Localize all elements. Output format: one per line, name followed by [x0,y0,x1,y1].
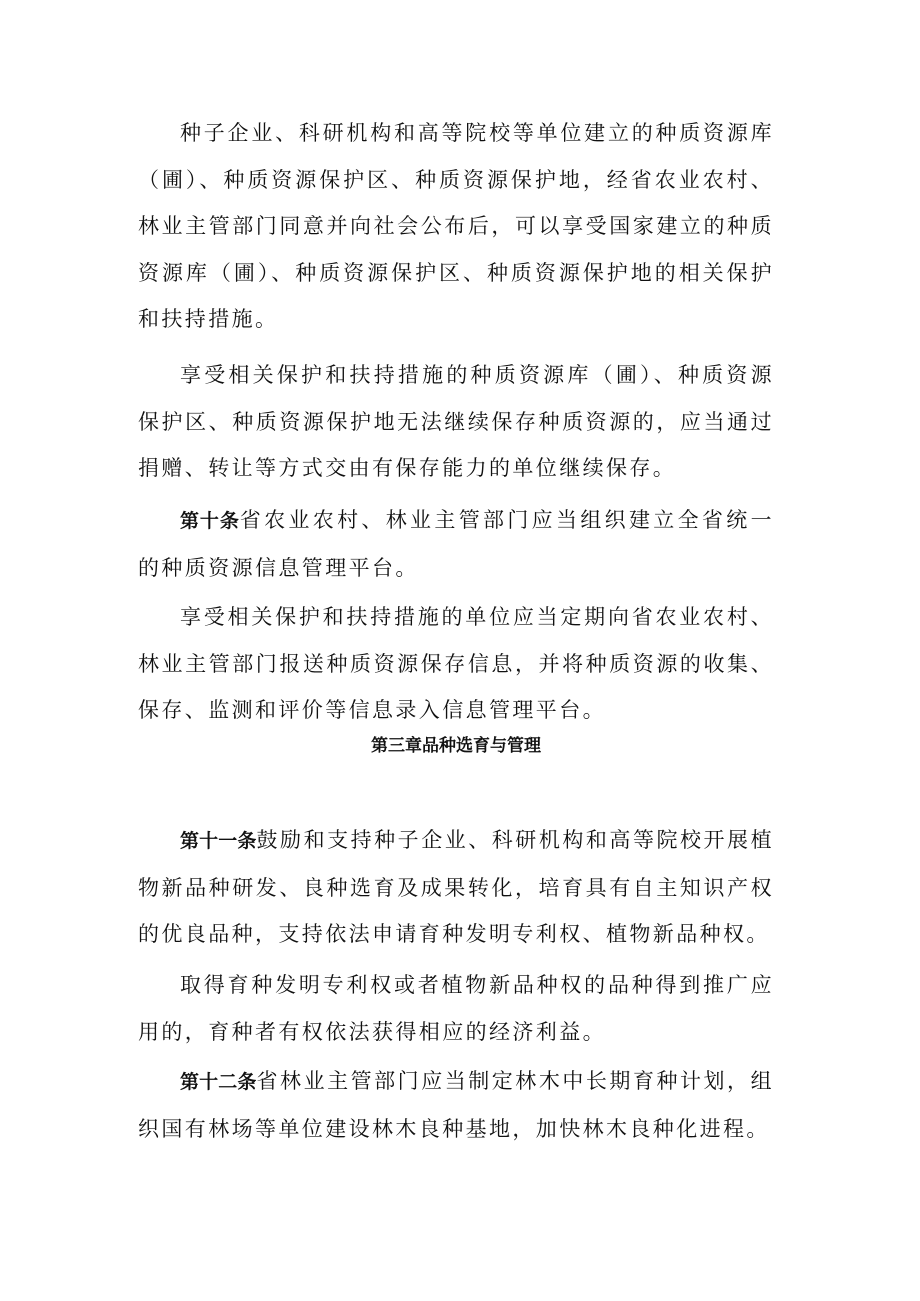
paragraph-text: 取得育种发明专利权或者植物新品种权的品种得到推广应用的，育种者有权依法获得相应的经济利益。 [138,973,774,1044]
paragraph-text: 鼓励和支持种子企业、科研机构和高等院校开展植物新品种研发、良种选育及成果转化，培育具有自主知识产权的优良品种，支持依法申请育种发明专利权、植物新品种权。 [138,828,774,946]
article-number: 第十条 [180,510,240,532]
paragraph [138,962,774,1055]
chapter-title: 第三章品种选育与管理 [371,736,541,756]
article-number: 第十二条 [180,1071,257,1093]
paragraph-text: 省农业农村、林业主管部门应当组织建立全省统一的种质资源信息管理平台。 [138,508,774,580]
paragraph-text: 种子企业、科研机构和高等院校等单位建立的种质资源库（圃）、种质资源保护区、种质资源保护地，经省农业农村、林业主管部门同意并向社会公布后，可以享受国家建立的种质资源库（圃）、种质资源保护区、种质资源保护地的相关保护和扶持措施。 [138,121,774,331]
article-12-paragraph [138,1058,774,1152]
article-11-paragraph [138,817,774,958]
paragraph [138,594,774,734]
paragraph-text: 享受相关保护和扶持措施的种质资源库（圃）、种质资源保护区、种质资源保护地无法继续保存种质资源的，应当通过捐赠、转让等方式交由有保存能力的单位继续保存。 [138,363,774,480]
article-number: 第十一条 [180,830,257,852]
paragraph-text: 省林业主管部门应当制定林木中长期育种计划，组织国有林场等单位建设林木良种基地，加快林木良种化进程。 [138,1069,774,1141]
paragraph-text: 享受相关保护和扶持措施的单位应当定期向省农业农村、林业主管部门报送种质资源保存信息，并将种质资源的收集、保存、监测和评价等信息录入信息管理平台。 [138,605,774,722]
paragraph [138,352,774,492]
article-10-paragraph [138,497,774,591]
paragraph [138,110,774,343]
